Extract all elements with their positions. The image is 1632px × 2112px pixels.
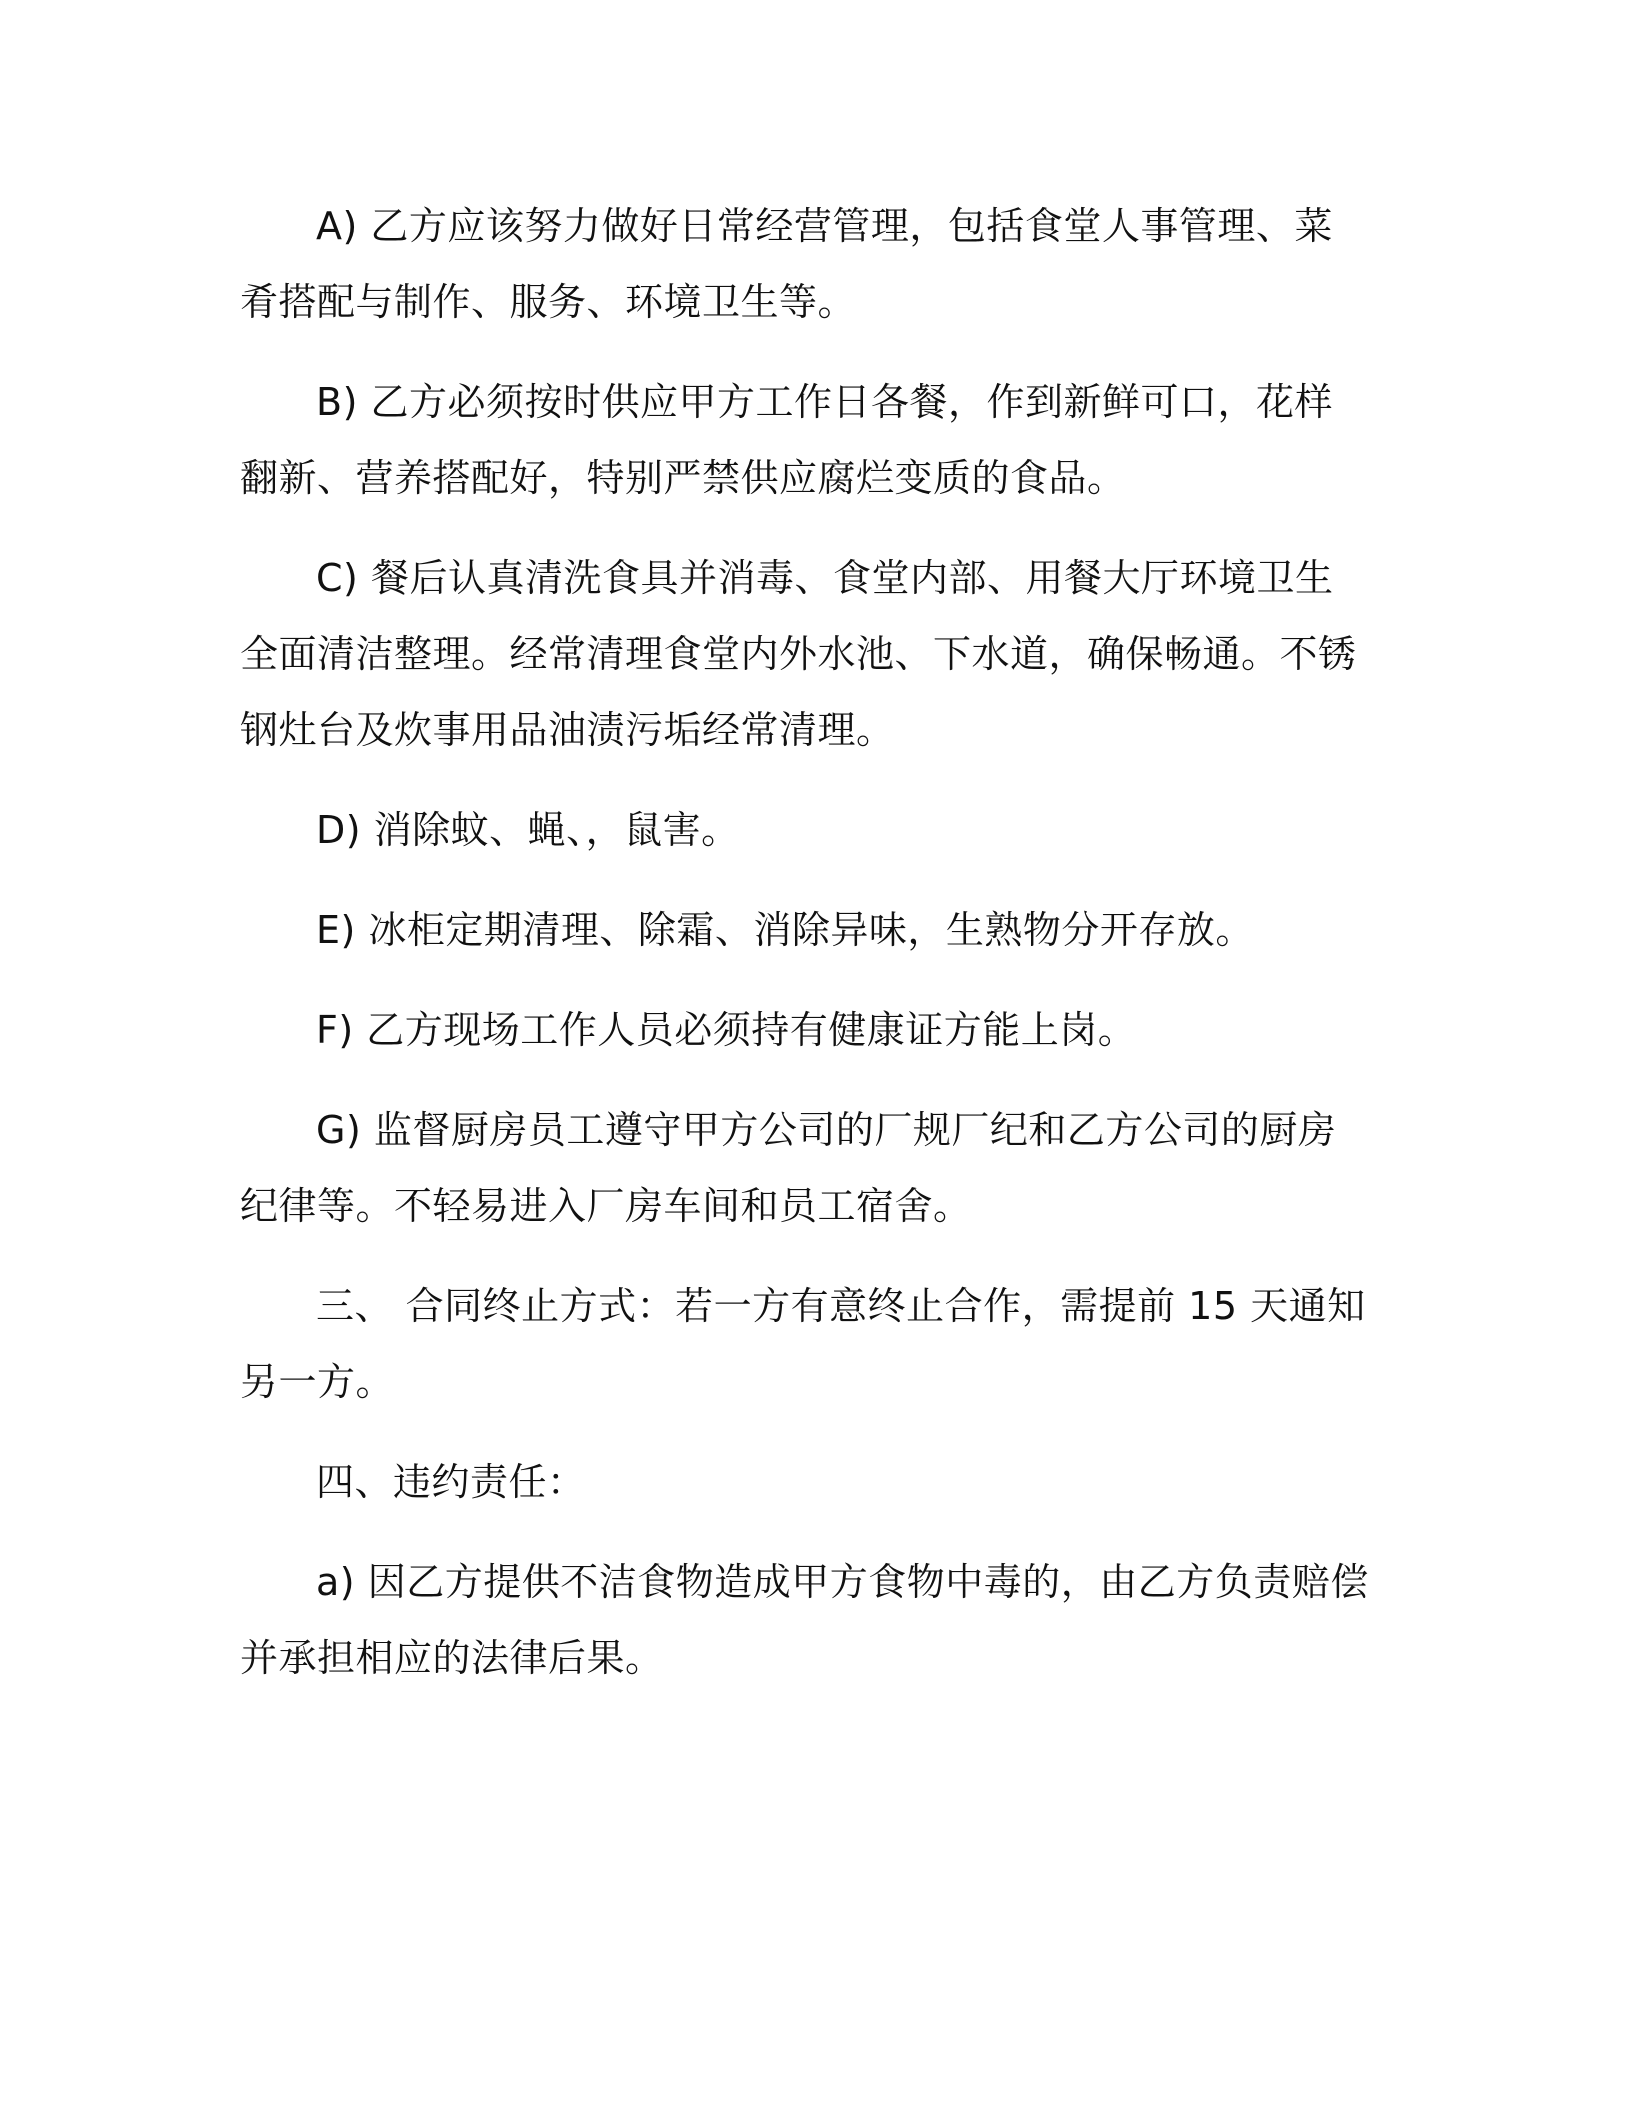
clause-f-health-certificate: F) 乙方现场工作人员必须持有健康证方能上岗。 — [316, 1008, 1137, 1052]
clause-d-pest-control: D) 消除蚊、蝇、，鼠害。 — [316, 808, 740, 852]
clause-e-freezer: E) 冰柜定期清理、除霜、消除异味，生熟物分开存放。 — [316, 908, 1254, 952]
clause-b-meal-supply: B) 乙方必须按时供应甲方工作日各餐，作到新鲜可口，花样翻新、营养搭配好，特别严禁供应腐烂变质的食品。 — [240, 380, 1333, 500]
section-3-termination: 三、 合同终止方式：若一方有意终止合作，需提前 15 天通知另一方。 — [240, 1284, 1366, 1404]
clause-a-daily-management: A) 乙方应该努力做好日常经营管理，包括食堂人事管理、菜肴搭配与制作、服务、环境卫生等。 — [240, 204, 1333, 324]
clause-g-supervision: G) 监督厨房员工遵守甲方公司的厂规厂纪和乙方公司的厨房纪律等。不轻易进入厂房车间和员工宿舍。 — [240, 1108, 1337, 1228]
clause-4a-liability: a) 因乙方提供不洁食物造成甲方食物中毒的，由乙方负责赔偿并承担相应的法律后果。 — [240, 1560, 1369, 1680]
section-4-heading: 四、违约责任： — [316, 1460, 586, 1504]
document-body — [240, 188, 1370, 1720]
clause-c-cleaning: C) 餐后认真清洗食具并消毒、食堂内部、用餐大厅环境卫生全面清洁整理。经常清理食堂内外水池、下水道，确保畅通。不锈钢灶台及炊事用品油渍污垢经常清理。 — [240, 556, 1357, 752]
